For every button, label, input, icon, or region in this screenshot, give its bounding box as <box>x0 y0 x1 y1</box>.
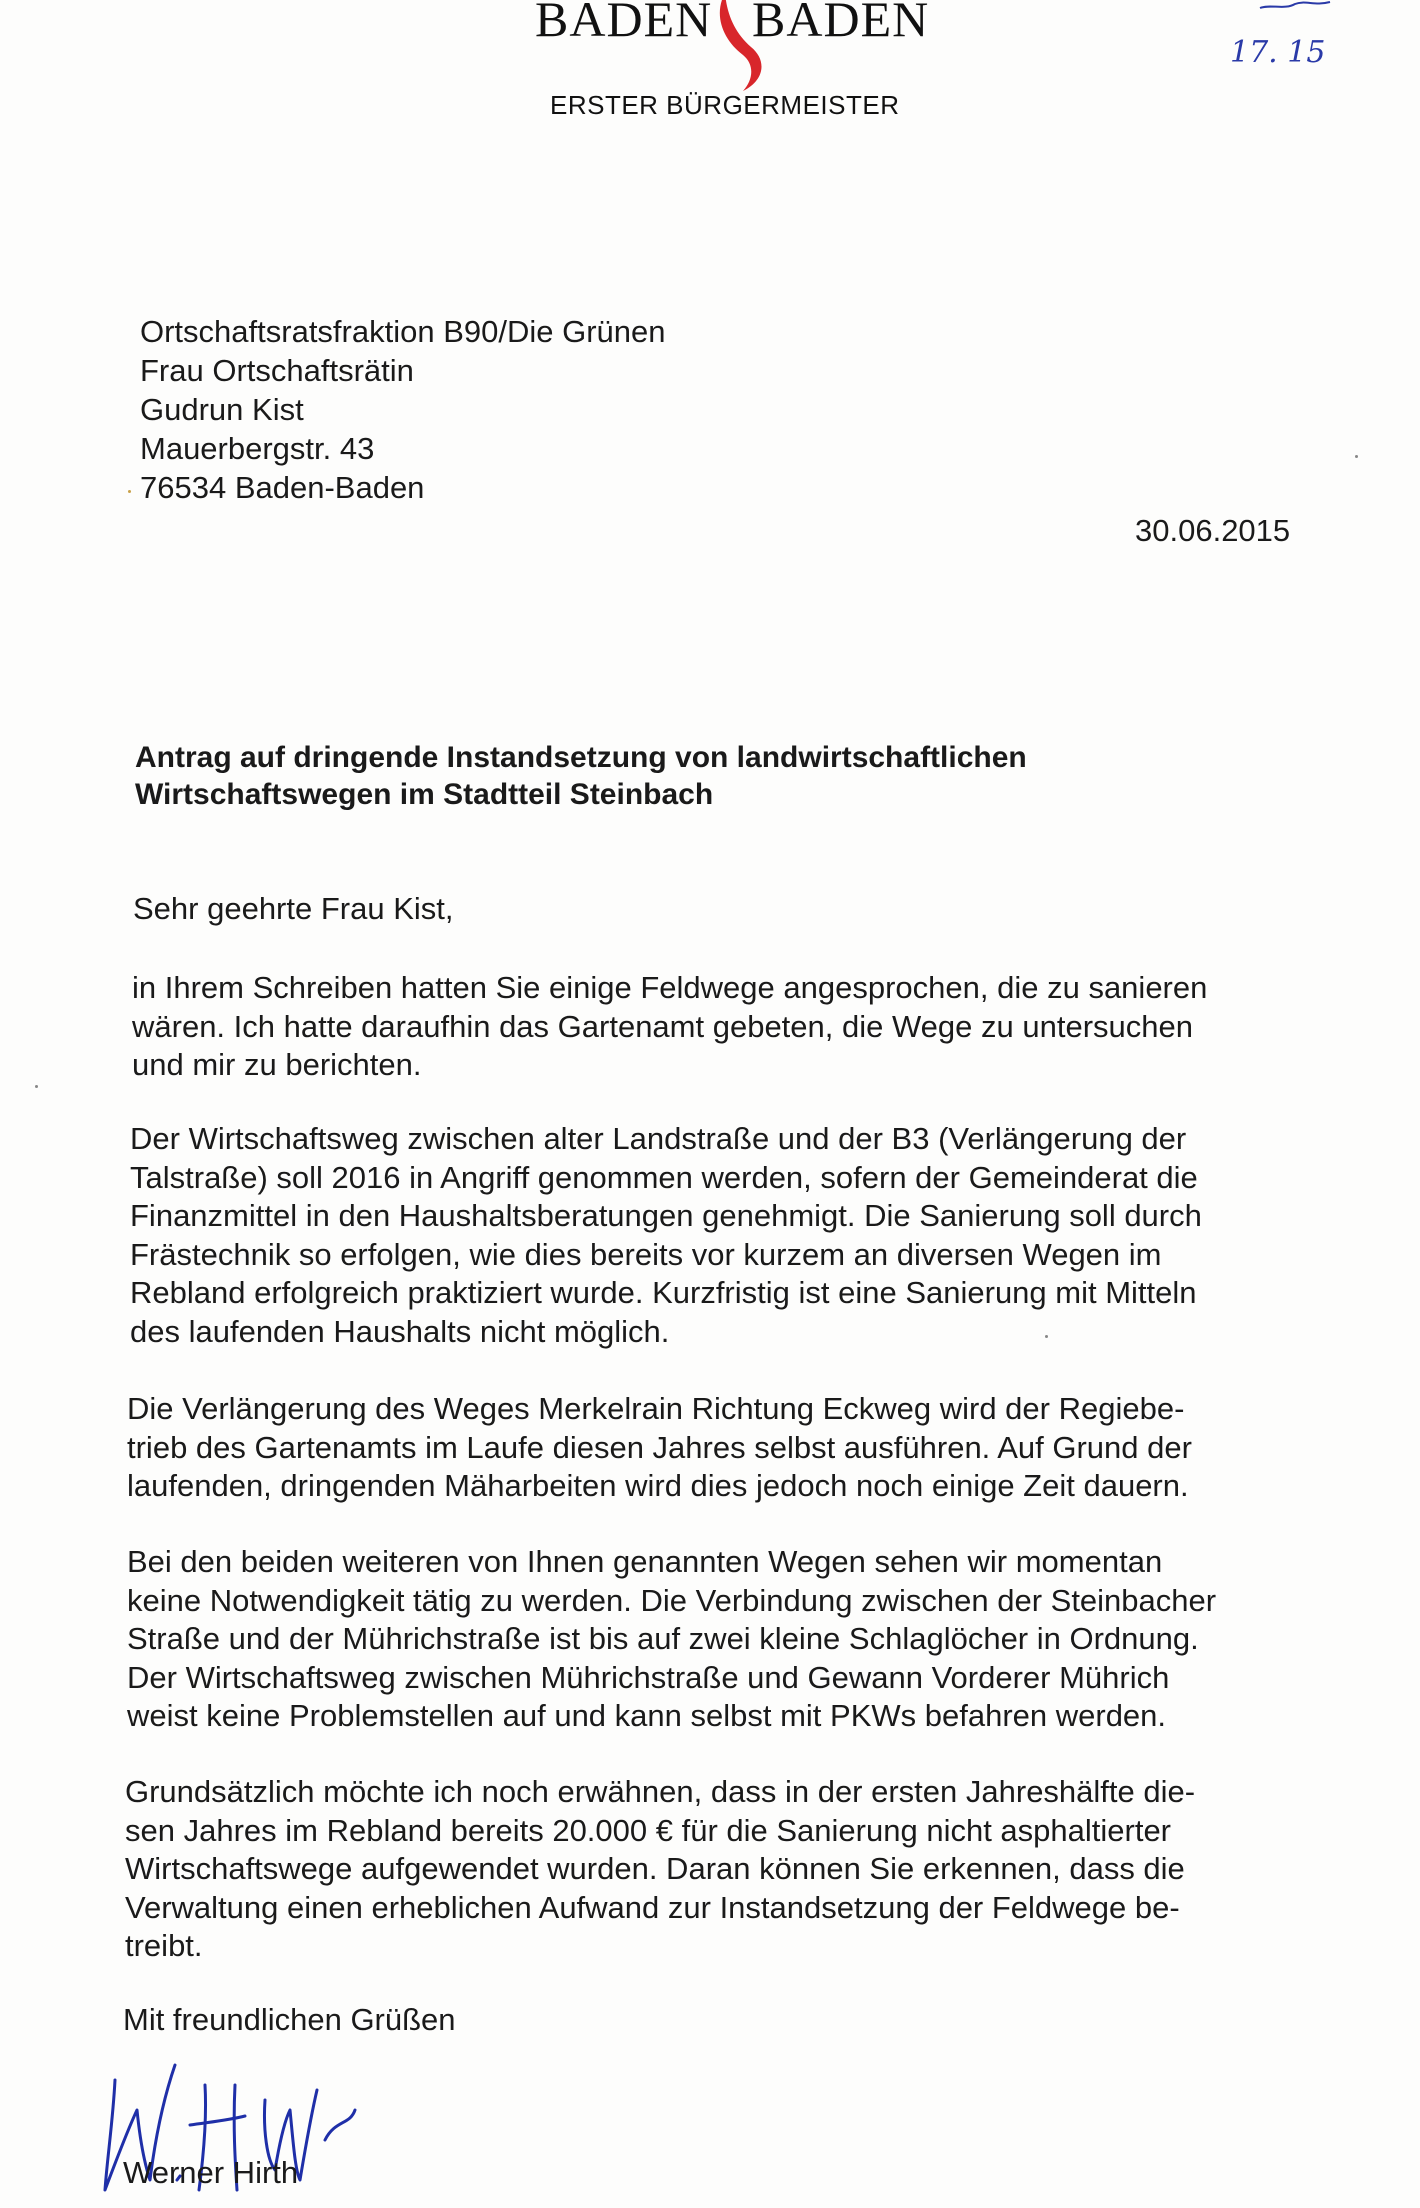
paragraph-line: des laufenden Haushalts nicht möglich. <box>130 1313 670 1349</box>
address-line: Gudrun Kist <box>140 392 304 427</box>
paragraph-line: sen Jahres im Rebland bereits 20.000 € für die Sanierung nicht asphaltierter <box>125 1812 1172 1848</box>
subject-line: Antrag auf dringende Instandsetzung von landwirtschaftlichen <box>135 741 1027 774</box>
paragraph-line: Frästechnik so erfolgen, wie dies bereits vor kurzem an diversen Wegen im <box>130 1236 1162 1272</box>
signer-name: Werner Hirth <box>123 2155 299 2190</box>
body-paragraph <box>127 1543 1216 1736</box>
paragraph-line: Talstraße) soll 2016 in Angriff genommen werden, sofern der Gemeinderat die <box>130 1159 1198 1195</box>
paragraph-line: Verwaltung einen erheblichen Aufwand zur Instandsetzung der Feldwege be- <box>125 1889 1180 1925</box>
letterhead-subtitle: ERSTER BÜRGERMEISTER <box>550 90 900 120</box>
letter-date: 30.06.2015 <box>1135 513 1291 548</box>
paragraph-line: Rebland erfolgreich praktiziert wurde. Kurzfristig ist eine Sanierung mit Mitteln <box>130 1275 1197 1310</box>
city-logo <box>535 0 935 60</box>
logo-word-left: BADEN <box>535 0 713 47</box>
svg-text:17. 15: 17. 15 <box>1230 35 1326 70</box>
paragraph-line: Finanzmittel in den Haushaltsberatungen genehmigt. Die Sanierung soll durch <box>130 1198 1202 1233</box>
paragraph-line: Der Wirtschaftsweg zwischen alter Landstraße und der B3 (Verlängerung der <box>130 1121 1187 1156</box>
logo-word-right: BADEN <box>752 0 930 47</box>
scan-speck <box>128 490 131 493</box>
paragraph-line: Grundsätzlich möchte ich noch erwähnen, dass in der ersten Jahreshälfte die- <box>125 1774 1196 1809</box>
paragraph-line: Bei den beiden weiteren von Ihnen genannten Wegen sehen wir momentan <box>127 1544 1163 1579</box>
body-paragraph <box>127 1390 1192 1506</box>
paragraph-line: wären. Ich hatte daraufhin das Gartenamt gebeten, die Wege zu untersuchen <box>132 1008 1193 1044</box>
paragraph-line: und mir zu berichten. <box>132 1047 422 1082</box>
address-line: 76534 Baden-Baden <box>140 470 425 505</box>
handwritten-date-note <box>1190 0 1340 80</box>
address-line: Frau Ortschaftsrätin <box>140 353 414 388</box>
address-line: Mauerbergstr. 43 <box>140 431 375 466</box>
subject-heading <box>135 739 1027 813</box>
body-paragraph <box>130 1120 1202 1351</box>
paragraph-line: trieb des Gartenamts im Laufe diesen Jahres selbst ausführen. Auf Grund der <box>127 1429 1192 1465</box>
recipient-address <box>140 312 666 507</box>
paragraph-line: treibt. <box>125 1928 203 1963</box>
closing-phrase: Mit freundlichen Grüßen <box>123 2002 456 2037</box>
paragraph-line: keine Notwendigkeit tätig zu werden. Die Verbindung zwischen der Steinbacher <box>127 1582 1217 1618</box>
subject-line: Wirtschaftswegen im Stadtteil Steinbach <box>135 778 714 811</box>
scan-speck <box>1355 455 1358 458</box>
scan-speck <box>35 1085 38 1088</box>
paragraph-line: in Ihrem Schreiben hatten Sie einige Feldwege angesprochen, die zu sanieren <box>132 970 1208 1005</box>
letterhead <box>0 0 1420 140</box>
scan-speck <box>1045 1335 1048 1338</box>
body-paragraph <box>125 1773 1195 1966</box>
paragraph-line: Wirtschaftswege aufgewendet wurden. Daran können Sie erkennen, dass die <box>125 1851 1185 1886</box>
salutation: Sehr geehrte Frau Kist, <box>133 891 454 926</box>
paragraph-line: weist keine Problemstellen auf und kann selbst mit PKWs befahren werden. <box>127 1698 1167 1733</box>
address-line: Ortschaftsratsfraktion B90/Die Grünen <box>140 314 666 349</box>
body-paragraph <box>132 969 1207 1085</box>
paragraph-line: Die Verlängerung des Weges Merkelrain Richtung Eckweg wird der Regiebe- <box>127 1391 1185 1426</box>
paragraph-line: laufenden, dringenden Mäharbeiten wird dies jedoch noch einige Zeit dauern. <box>127 1468 1189 1503</box>
paragraph-line: Der Wirtschaftsweg zwischen Mührichstraße und Gewann Vorderer Mührich <box>127 1659 1170 1695</box>
paragraph-line: Straße und der Mührichstraße ist bis auf zwei kleine Schlaglöcher in Ordnung. <box>127 1621 1199 1656</box>
